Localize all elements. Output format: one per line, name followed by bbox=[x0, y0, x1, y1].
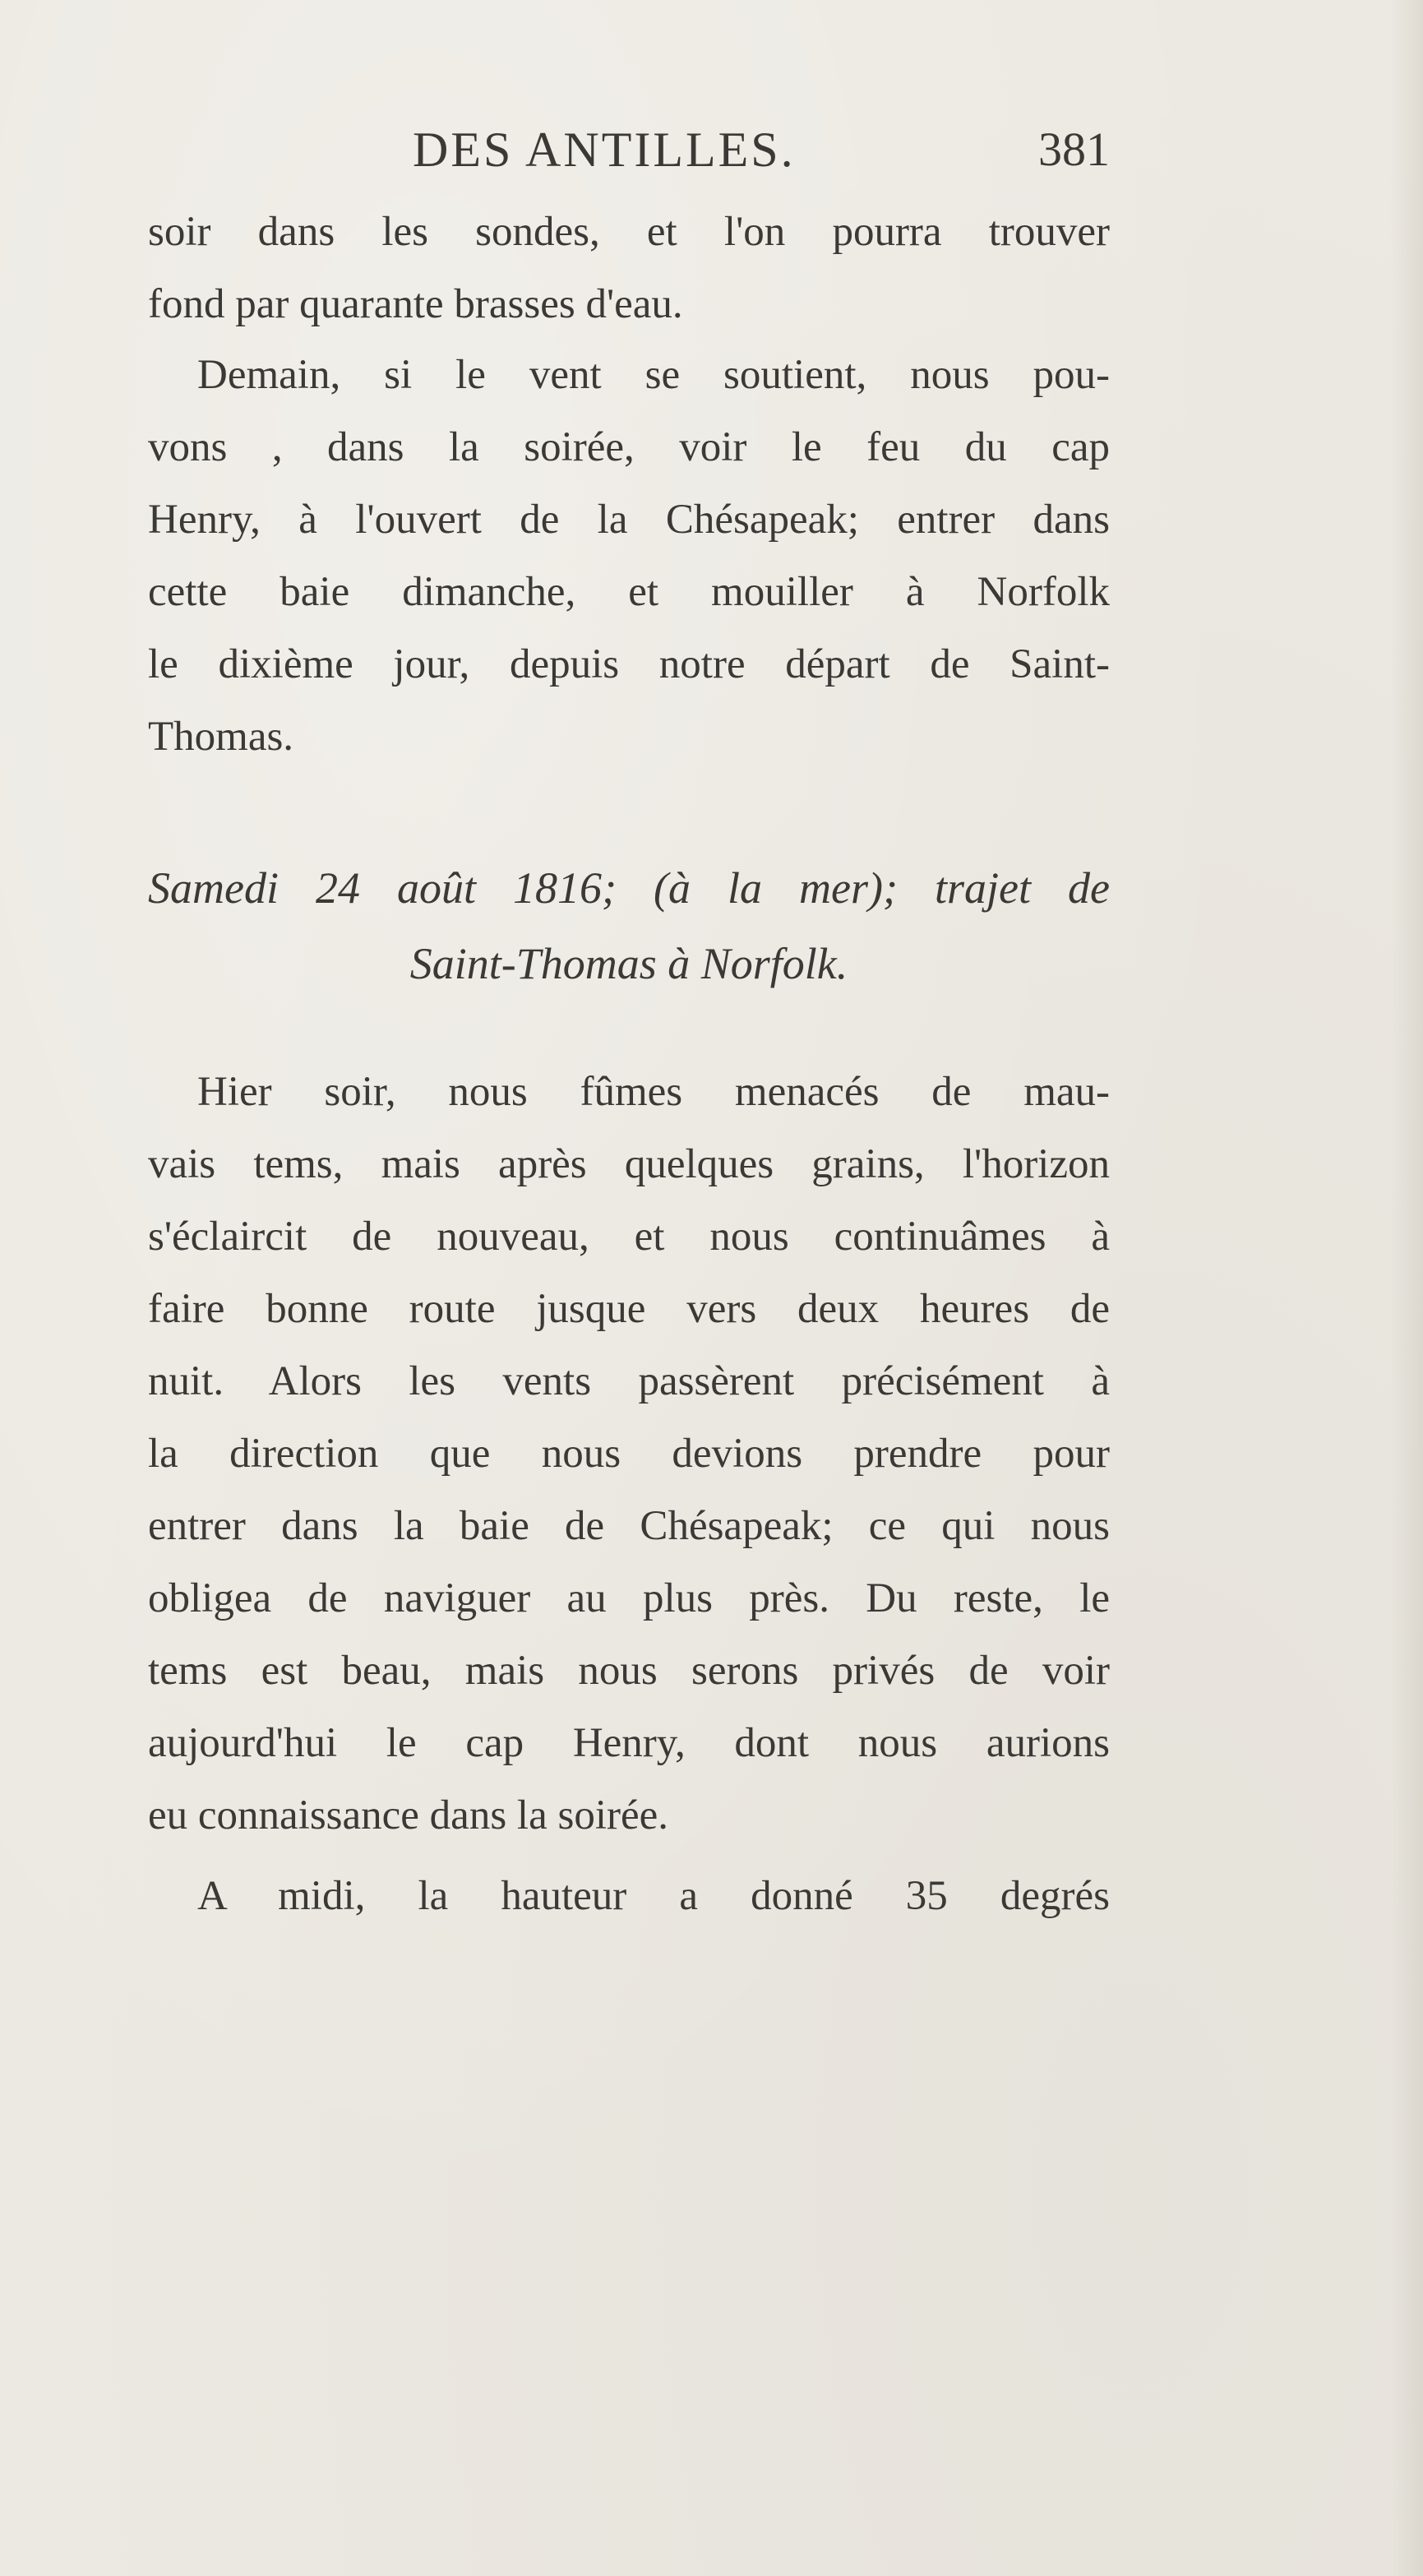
page-number: 381 bbox=[1038, 123, 1110, 176]
text-line: obligea de naviguer au plus près. Du reste, le bbox=[148, 1575, 1110, 1621]
paragraph-hier-soir bbox=[148, 1056, 1110, 1852]
paragraph-continuation bbox=[148, 196, 1110, 340]
text-line: le dixième jour, depuis notre départ de Saint- bbox=[148, 641, 1110, 687]
text-line: la direction que nous devions prendre pour bbox=[148, 1431, 1110, 1477]
text-line: Thomas. bbox=[148, 714, 294, 760]
text-line: nuit. Alors les vents passèrent précisément à bbox=[148, 1358, 1110, 1404]
section-heading bbox=[148, 850, 1110, 1001]
section-heading-line: Samedi 24 août 1816; (à la mer); trajet de bbox=[148, 863, 1110, 913]
paragraph-demain bbox=[148, 339, 1110, 773]
text-line: entrer dans la baie de Chésapeak; ce qui nous bbox=[148, 1503, 1110, 1549]
paragraph-a-midi bbox=[148, 1860, 1110, 1932]
running-header bbox=[148, 122, 1110, 187]
text-line: soir dans les sondes, et l'on pourra trouver bbox=[148, 209, 1110, 255]
blank-lower-page bbox=[0, 1973, 1423, 2576]
text-line: A midi, la hauteur a donné 35 degrés bbox=[197, 1873, 1110, 1919]
section-heading-line: Saint-Thomas à Norfolk. bbox=[409, 939, 848, 988]
text-line: cette baie dimanche, et mouiller à Norfolk bbox=[148, 569, 1110, 615]
text-line: faire bonne route jusque vers deux heures de bbox=[148, 1286, 1110, 1332]
text-line: tems est beau, mais nous serons privés de voir bbox=[148, 1648, 1110, 1694]
text-line: Hier soir, nous fûmes menacés de mau- bbox=[197, 1069, 1110, 1115]
text-line: aujourd'hui le cap Henry, dont nous aurions bbox=[148, 1720, 1110, 1766]
text-line: eu connaissance dans la soirée. bbox=[148, 1792, 668, 1838]
text-line: Demain, si le vent se soutient, nous pou- bbox=[197, 352, 1110, 398]
text-line: vais tems, mais après quelques grains, l'horizon bbox=[148, 1141, 1110, 1187]
running-title: DES ANTILLES. bbox=[413, 123, 796, 177]
text-line: Henry, à l'ouvert de la Chésapeak; entrer dans bbox=[148, 497, 1110, 543]
text-line: s'éclaircit de nouveau, et nous continuâmes à bbox=[148, 1214, 1110, 1260]
text-line: fond par quarante brasses d'eau. bbox=[148, 281, 683, 327]
text-line: vons , dans la soirée, voir le feu du cap bbox=[148, 424, 1110, 470]
